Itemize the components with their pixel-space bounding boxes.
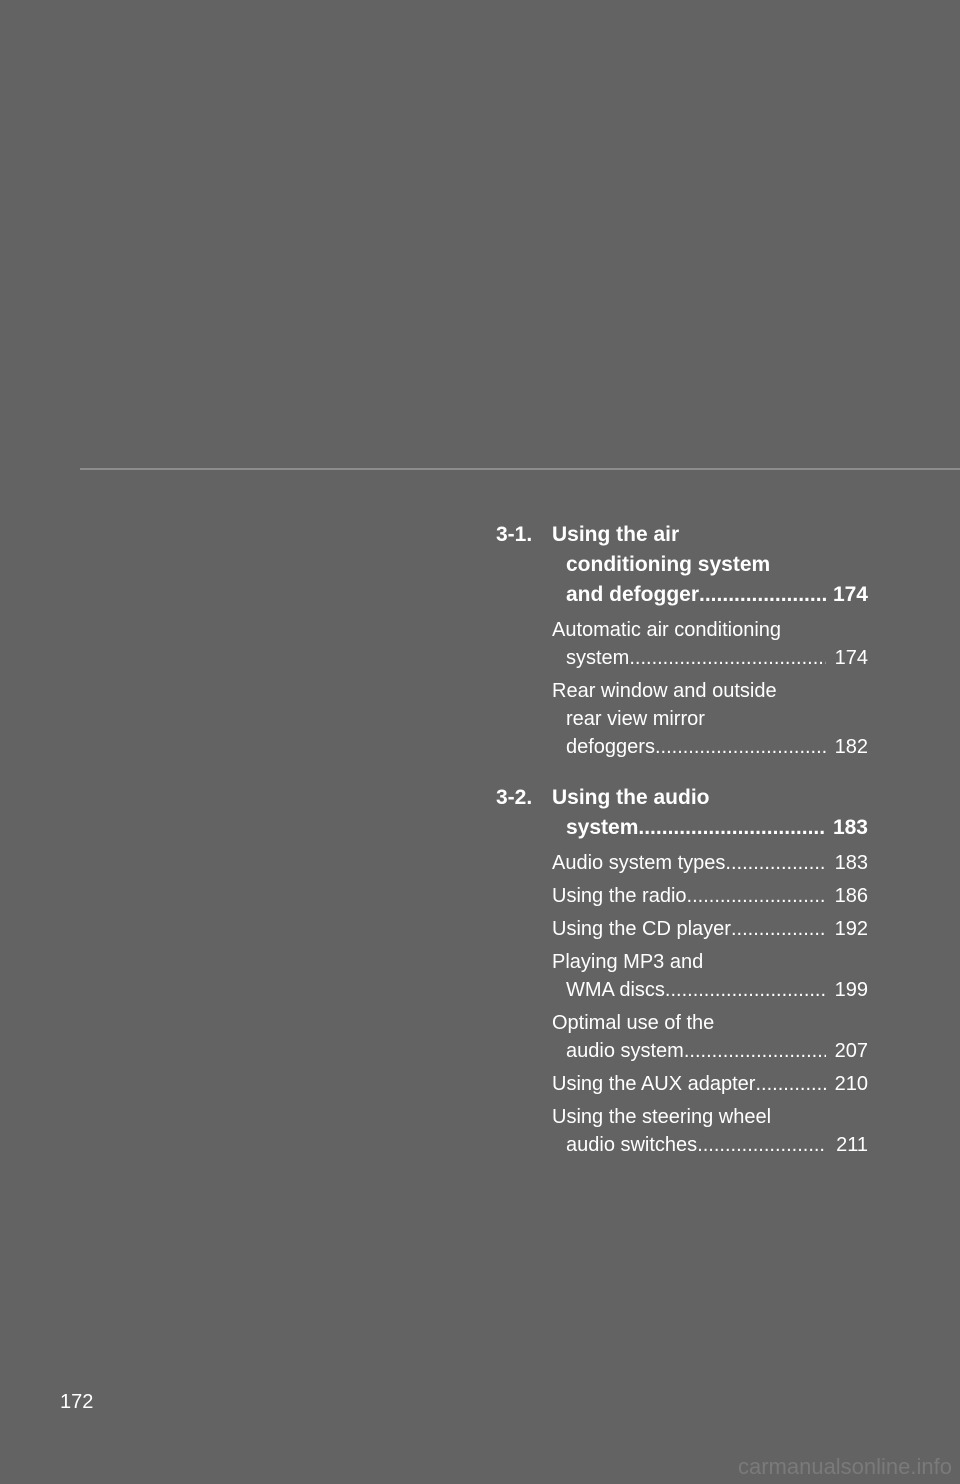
dot-leader	[699, 580, 826, 610]
entry-text: Rear window and outside	[552, 680, 777, 702]
entry-text: Using the CD player	[552, 918, 731, 940]
entry-text: Using the steering wheel	[552, 1106, 772, 1128]
entry-page-number: 192	[834, 918, 868, 940]
entry-text: Using the AUX adapter	[552, 1073, 756, 1095]
entry-text: WMA discs	[566, 979, 665, 1001]
entry-text: Using the radio	[552, 885, 687, 907]
entry-page-number: 182	[834, 736, 868, 758]
toc-entry[interactable]	[552, 948, 868, 1004]
toc-entry[interactable]	[552, 1009, 868, 1065]
section-heading[interactable]	[496, 783, 868, 843]
toc-entry[interactable]	[552, 616, 868, 672]
entry-page-number: 210	[834, 1073, 868, 1095]
section-number: 3-2.	[496, 786, 533, 809]
section-title-line: Using the audio	[552, 786, 710, 809]
dot-leader	[731, 915, 826, 943]
dot-leader	[684, 1037, 826, 1065]
toc-entry[interactable]	[552, 677, 868, 761]
dot-leader	[629, 644, 826, 672]
section-title-line: and defogger	[566, 583, 700, 606]
dot-leader	[665, 976, 826, 1004]
dot-leader	[687, 882, 826, 910]
dot-leader	[697, 1131, 826, 1159]
toc-section-3-1	[496, 520, 868, 761]
entry-text: Audio system types	[552, 852, 726, 874]
entry-text: system	[566, 647, 630, 669]
toc-entry[interactable]	[552, 882, 868, 910]
section-number: 3-1.	[496, 523, 533, 546]
entry-page-number: 183	[834, 852, 868, 874]
section-page-number: 183	[832, 816, 868, 839]
toc-entry[interactable]	[552, 1103, 868, 1159]
section-title-line: conditioning system	[566, 553, 771, 576]
entry-page-number: 207	[834, 1040, 868, 1062]
toc-section-3-2	[496, 783, 868, 1159]
entry-text: Automatic air conditioning	[552, 619, 782, 641]
entry-text: audio switches	[566, 1134, 698, 1156]
section-title-line: Using the air	[552, 523, 680, 546]
section-heading[interactable]	[496, 520, 868, 610]
toc-entry[interactable]	[552, 915, 868, 943]
entry-text: defoggers	[566, 736, 655, 758]
toc-entry[interactable]	[552, 849, 868, 877]
entry-text: Optimal use of the	[552, 1012, 715, 1034]
watermark: carmanualsonline.info	[737, 1454, 952, 1479]
entry-text: Playing MP3 and	[552, 951, 704, 973]
entry-text: rear view mirror	[566, 708, 705, 730]
entry-page-number: 174	[834, 647, 868, 669]
dot-leader	[655, 733, 826, 761]
toc-entry[interactable]	[552, 1070, 868, 1098]
section-page-number: 174	[832, 583, 868, 606]
divider-rule	[80, 468, 960, 470]
entry-text: audio system	[566, 1040, 684, 1062]
entry-page-number: 186	[834, 885, 868, 907]
section-title-line: system	[566, 816, 639, 839]
entry-page-number: 211	[836, 1134, 868, 1156]
entry-page-number: 199	[834, 979, 868, 1001]
table-of-contents	[496, 520, 868, 1181]
dot-leader	[755, 1070, 826, 1098]
dot-leader	[638, 813, 826, 843]
dot-leader	[725, 849, 826, 877]
page-number: 172	[60, 1391, 94, 1413]
